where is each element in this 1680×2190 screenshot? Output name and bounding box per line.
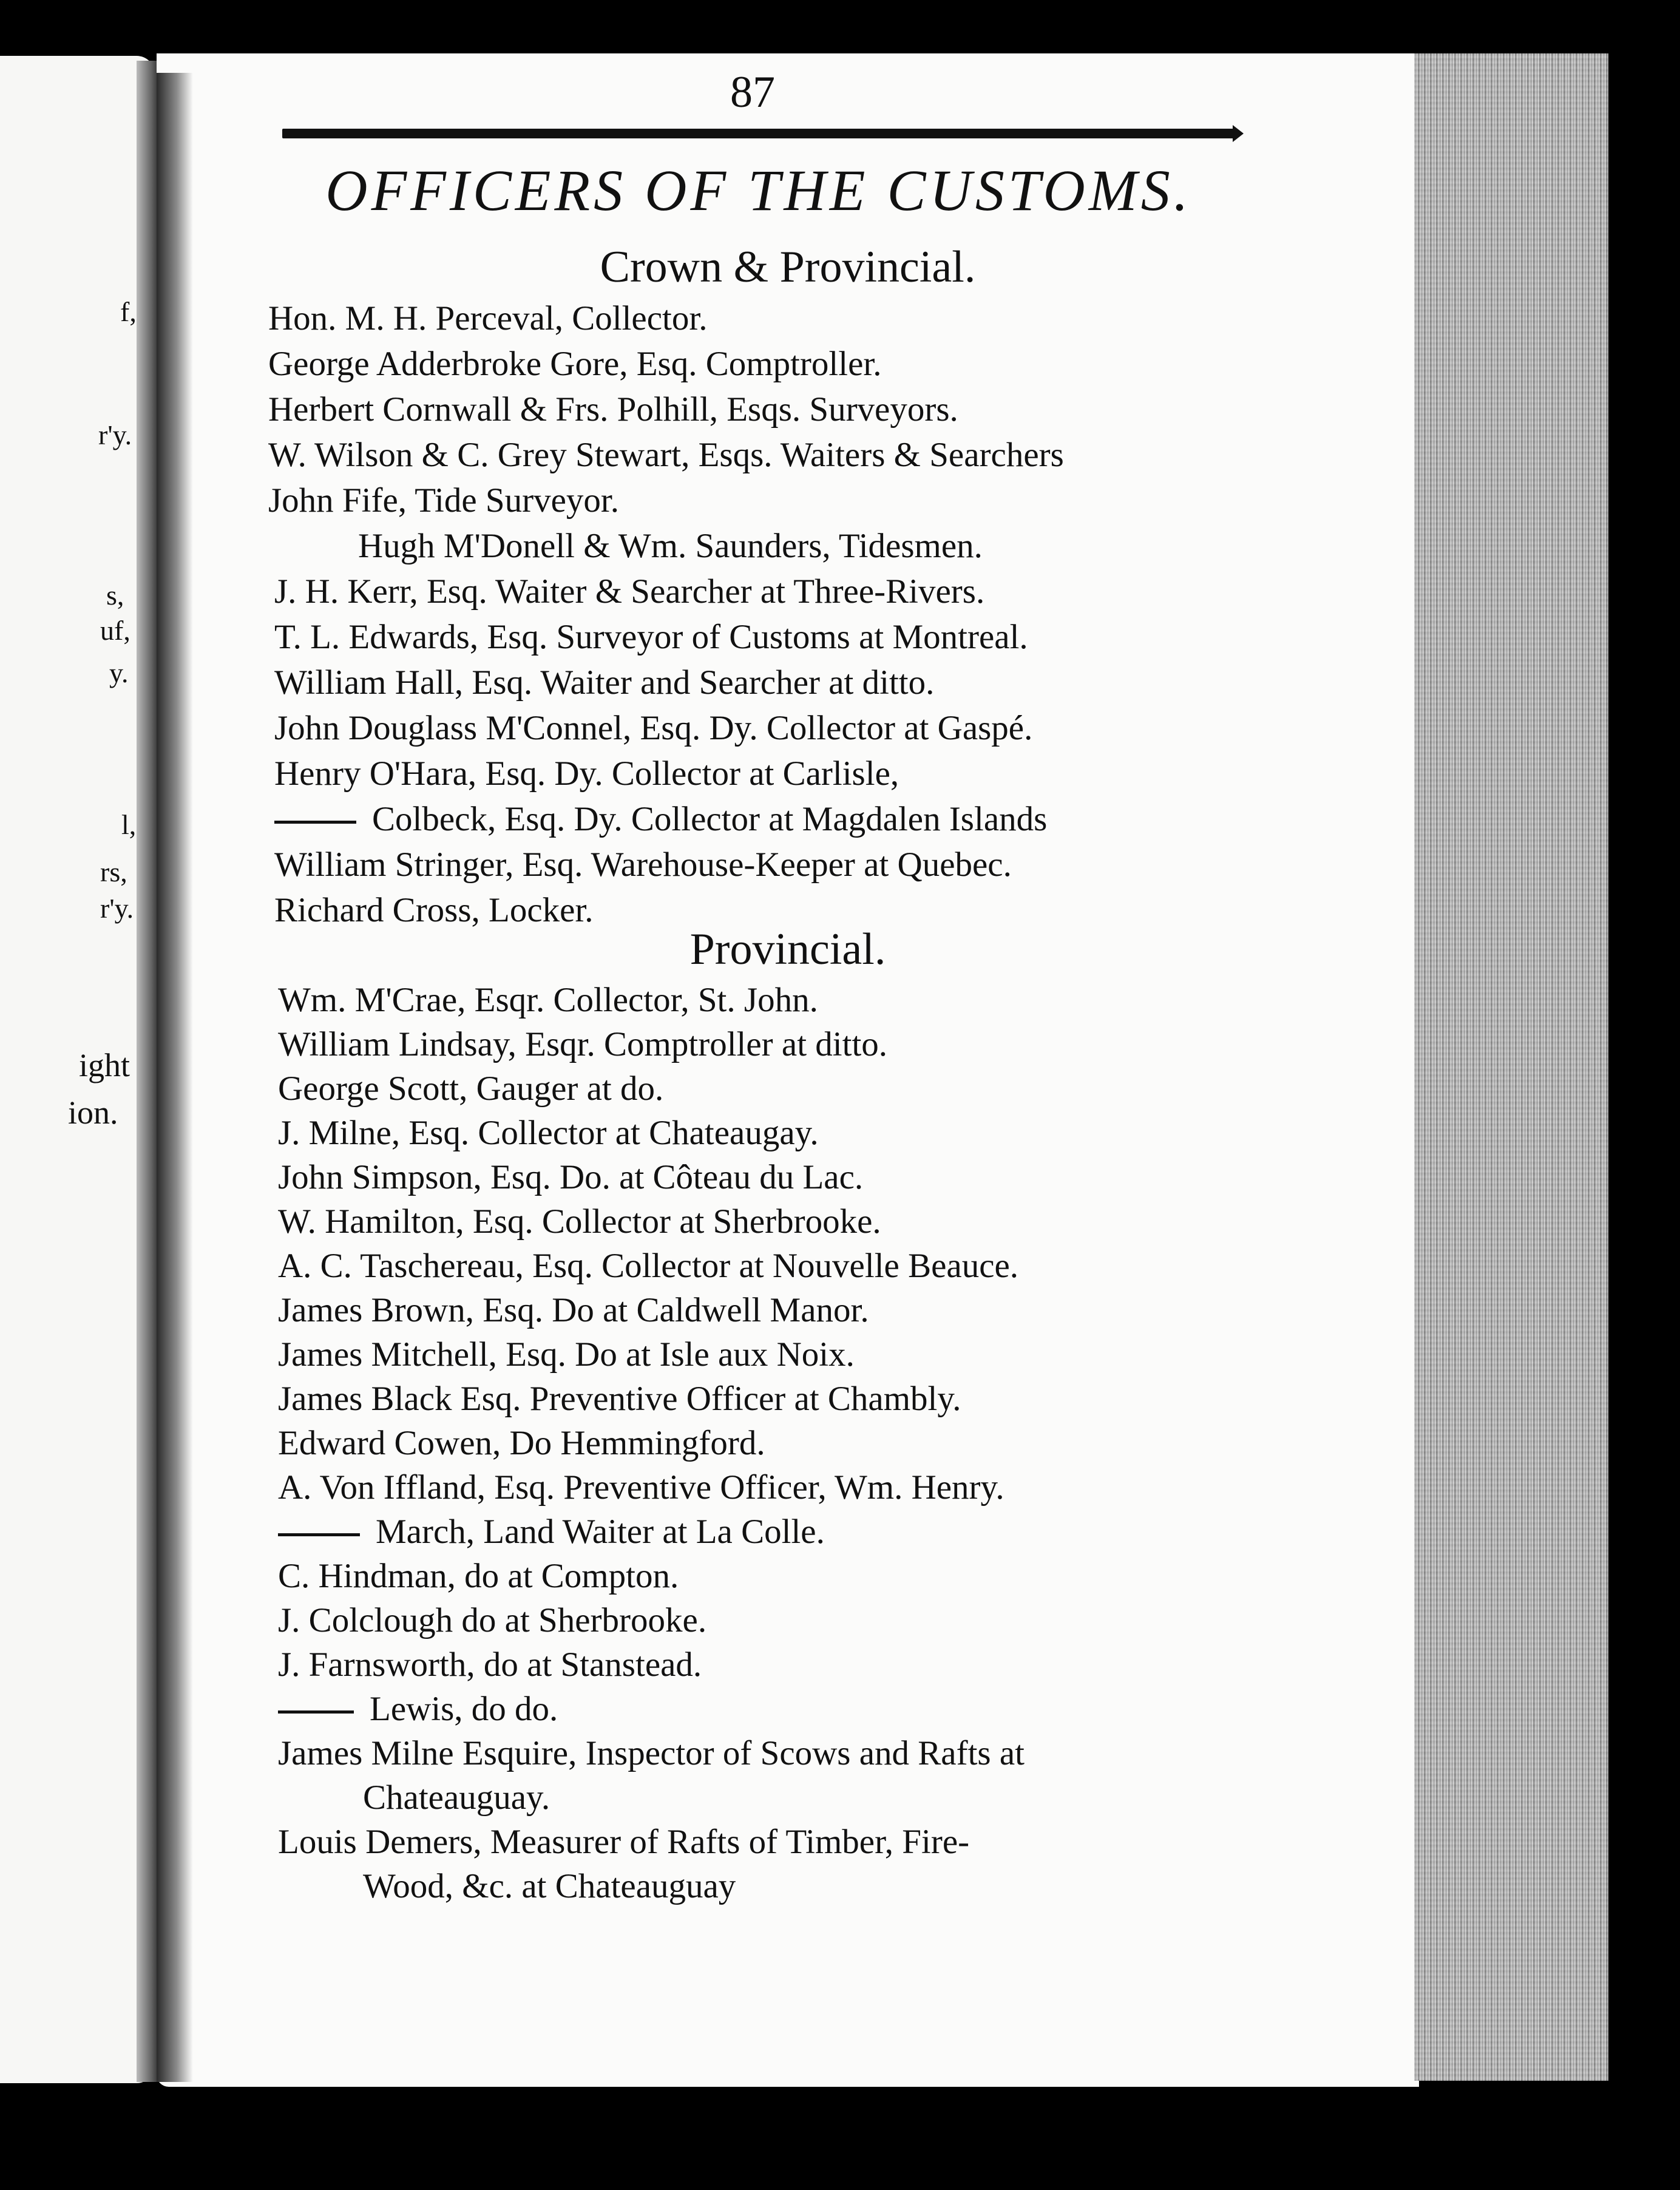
list-item-continuation: Chateauguay.: [363, 1778, 550, 1817]
list-item: Hugh M'Donell & Wm. Saunders, Tidesmen.: [358, 527, 983, 565]
list-item: James Black Esq. Preventive Officer at Chambly.: [278, 1380, 961, 1418]
list-item: W. Wilson & C. Grey Stewart, Esqs. Waiters & Searchers: [268, 436, 1064, 474]
left-page-fragment: rs,: [100, 856, 127, 887]
list-item: George Scott, Gauger at do.: [278, 1070, 664, 1108]
left-page-fragment: f,: [120, 296, 137, 327]
list-item: A. C. Taschereau, Esq. Collector at Nouvelle Beauce.: [278, 1247, 1019, 1285]
section-heading-provincial: Provincial.: [689, 924, 886, 974]
list-item: George Adderbroke Gore, Esq. Comptroller.: [268, 345, 882, 383]
list-item: Edward Cowen, Do Hemmingford.: [278, 1424, 765, 1462]
list-item: William Stringer, Esq. Warehouse-Keeper at Quebec.: [274, 846, 1012, 884]
page-title: OFFICERS OF THE CUSTOMS.: [325, 158, 1192, 223]
list-item: Herbert Cornwall & Frs. Polhill, Esqs. Surveyors.: [268, 390, 958, 429]
page-number: 87: [730, 67, 775, 117]
list-item: Hon. M. H. Perceval, Collector.: [268, 299, 708, 337]
name-omitted-dash: [278, 1533, 360, 1536]
list-item: W. Hamilton, Esq. Collector at Sherbrooke.: [278, 1202, 881, 1241]
left-page-fragment: r'y.: [98, 419, 132, 450]
left-page-fragment: l,: [121, 809, 137, 840]
list-item: [278, 1689, 558, 1729]
list-item: Richard Cross, Locker.: [274, 891, 594, 929]
name-omitted-dash: [274, 821, 356, 824]
name-omitted-dash: [278, 1710, 354, 1714]
list-item: William Lindsay, Esqr. Comptroller at ditto.: [278, 1025, 888, 1063]
section-heading-crown-provincial: Crown & Provincial.: [600, 242, 976, 292]
left-page-fragment: ion.: [68, 1094, 118, 1131]
list-item: Wm. M'Crae, Esqr. Collector, St. John.: [278, 981, 818, 1019]
list-item: A. Von Iffland, Esq. Preventive Officer, Wm. Henry.: [278, 1468, 1004, 1507]
list-item: [274, 799, 1047, 839]
list-item: C. Hindman, do at Compton.: [278, 1557, 679, 1595]
list-item-text: Lewis, do do.: [370, 1690, 558, 1728]
list-item-continuation: Wood, &c. at Chateauguay: [363, 1867, 736, 1905]
header-rule: [282, 129, 1235, 138]
list-item: J. Milne, Esq. Collector at Chateaugay.: [278, 1114, 819, 1152]
list-item: Louis Demers, Measurer of Rafts of Timber, Fire-: [278, 1823, 970, 1861]
page-edges: [1414, 53, 1608, 2081]
list-item-text: Colbeck, Esq. Dy. Collector at Magdalen Islands: [372, 800, 1048, 838]
left-page-fragment: y.: [109, 657, 129, 688]
list-item: J. H. Kerr, Esq. Waiter & Searcher at Three-Rivers.: [274, 572, 985, 611]
list-item: T. L. Edwards, Esq. Surveyor of Customs at Montreal.: [274, 618, 1028, 656]
list-item-text: March, Land Waiter at La Colle.: [376, 1513, 825, 1551]
list-item: John Simpson, Esq. Do. at Côteau du Lac.: [278, 1158, 864, 1196]
gutter-shadow: [157, 73, 193, 2082]
list-item: James Mitchell, Esq. Do at Isle aux Noix.: [278, 1335, 855, 1374]
left-page-fragment: r'y.: [100, 893, 134, 924]
list-item: J. Farnsworth, do at Stanstead.: [278, 1646, 702, 1684]
list-item: John Douglass M'Connel, Esq. Dy. Collector at Gaspé.: [274, 709, 1033, 747]
list-item: J. Colclough do at Sherbrooke.: [278, 1601, 707, 1639]
left-page-fragment: ight: [79, 1047, 130, 1083]
list-item: James Milne Esquire, Inspector of Scows and Rafts at: [278, 1734, 1025, 1772]
list-item: Henry O'Hara, Esq. Dy. Collector at Carlisle,: [274, 754, 899, 793]
list-item: William Hall, Esq. Waiter and Searcher at ditto.: [274, 663, 935, 702]
list-item: James Brown, Esq. Do at Caldwell Manor.: [278, 1291, 869, 1329]
list-item: John Fife, Tide Surveyor.: [268, 481, 619, 520]
left-page-fragment: uf,: [100, 615, 130, 646]
list-item: [278, 1512, 825, 1551]
left-page-fragment: s,: [106, 580, 124, 611]
left-page: [0, 56, 155, 2083]
